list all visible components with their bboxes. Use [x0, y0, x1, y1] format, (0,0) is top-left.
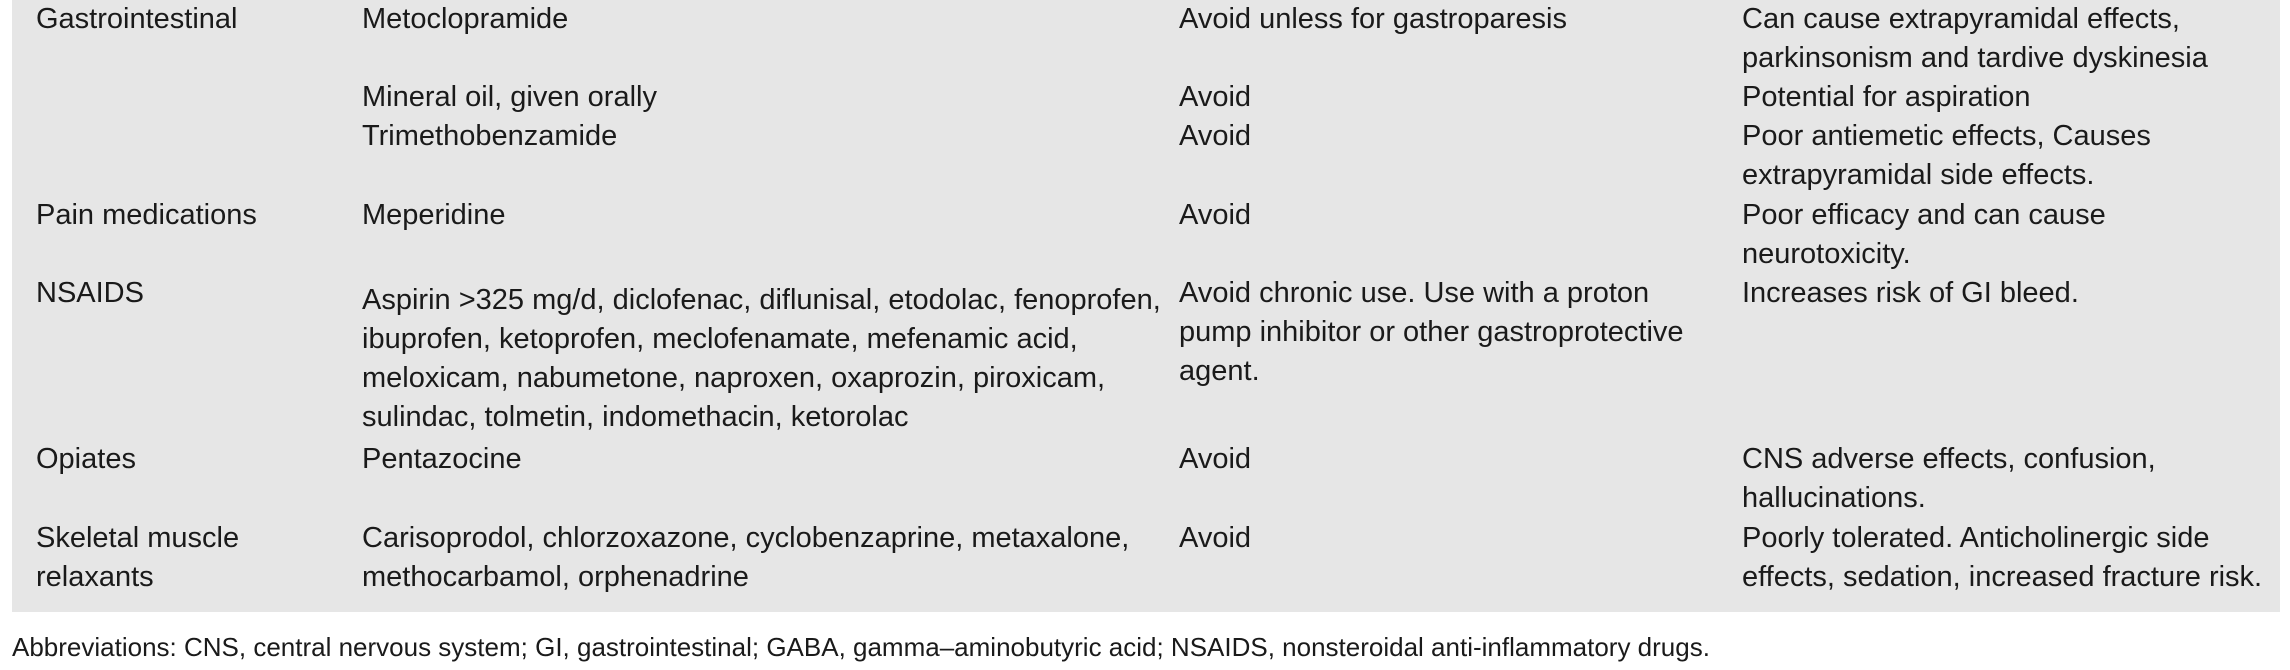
recommendation-cell: Avoid	[1179, 199, 1252, 231]
recommendation-cell: Avoid chronic use. Use with a proton pump inhibitor or other gastroprotective agent.	[1179, 277, 1684, 387]
recommendation-cell: Avoid	[1179, 522, 1252, 554]
recommendation-cell: Avoid	[1179, 81, 1252, 113]
rationale-cell: Increases risk of GI bleed.	[1742, 277, 2079, 309]
category-cell: Pain medications	[36, 199, 257, 231]
rationale-cell: Poor efficacy and can cause neurotoxicity.	[1742, 199, 2106, 270]
category-cell: NSAIDS	[36, 277, 144, 309]
recommendation-cell: Avoid	[1179, 443, 1252, 475]
rationale-cell: Potential for aspiration	[1742, 81, 2031, 113]
drug-cell: Pentazocine	[362, 443, 522, 475]
abbreviations-footnote: Abbreviations: CNS, central nervous system; GI, gastrointestinal; GABA, gamma–aminobutyric acid; NSAIDS, nonsteroidal anti-inflammatory drugs.	[12, 632, 1710, 662]
rationale-cell: Poorly tolerated. Anticholinergic side effects, sedation, increased fracture risk.	[1742, 522, 2263, 593]
category-cell: Opiates	[36, 443, 136, 475]
category-cell: Skeletal muscle relaxants	[36, 522, 240, 593]
rationale-cell: CNS adverse effects, confusion, hallucinations.	[1742, 443, 2156, 514]
drug-cell: Mineral oil, given orally	[362, 81, 657, 113]
drug-cell: Metoclopramide	[362, 3, 569, 35]
rationale-cell: Can cause extrapyramidal effects, parkinsonism and tardive dyskinesia	[1742, 3, 2208, 74]
category-cell: Gastrointestinal	[36, 3, 238, 35]
recommendation-cell: Avoid	[1179, 120, 1252, 152]
drug-cell: Meperidine	[362, 199, 506, 231]
medication-table	[12, 0, 2280, 612]
drug-cell: Aspirin >325 mg/d, diclofenac, diflunisal, etodolac, fenoprofen, ibuprofen, ketoprofen, meclofenamate, mefenamic acid, meloxicam, nabumetone, naproxen, oxaprozin, piroxicam, sulindac, tolmetin, indomethacin, ketorolac	[362, 284, 1161, 433]
drug-cell: Trimethobenzamide	[362, 120, 618, 152]
recommendation-cell: Avoid unless for gastroparesis	[1179, 3, 1567, 35]
rationale-cell: Poor antiemetic effects, Causes extrapyramidal side effects.	[1742, 120, 2151, 191]
drug-cell: Carisoprodol, chlorzoxazone, cyclobenzaprine, metaxalone, methocarbamol, orphenadrine	[362, 522, 1130, 593]
